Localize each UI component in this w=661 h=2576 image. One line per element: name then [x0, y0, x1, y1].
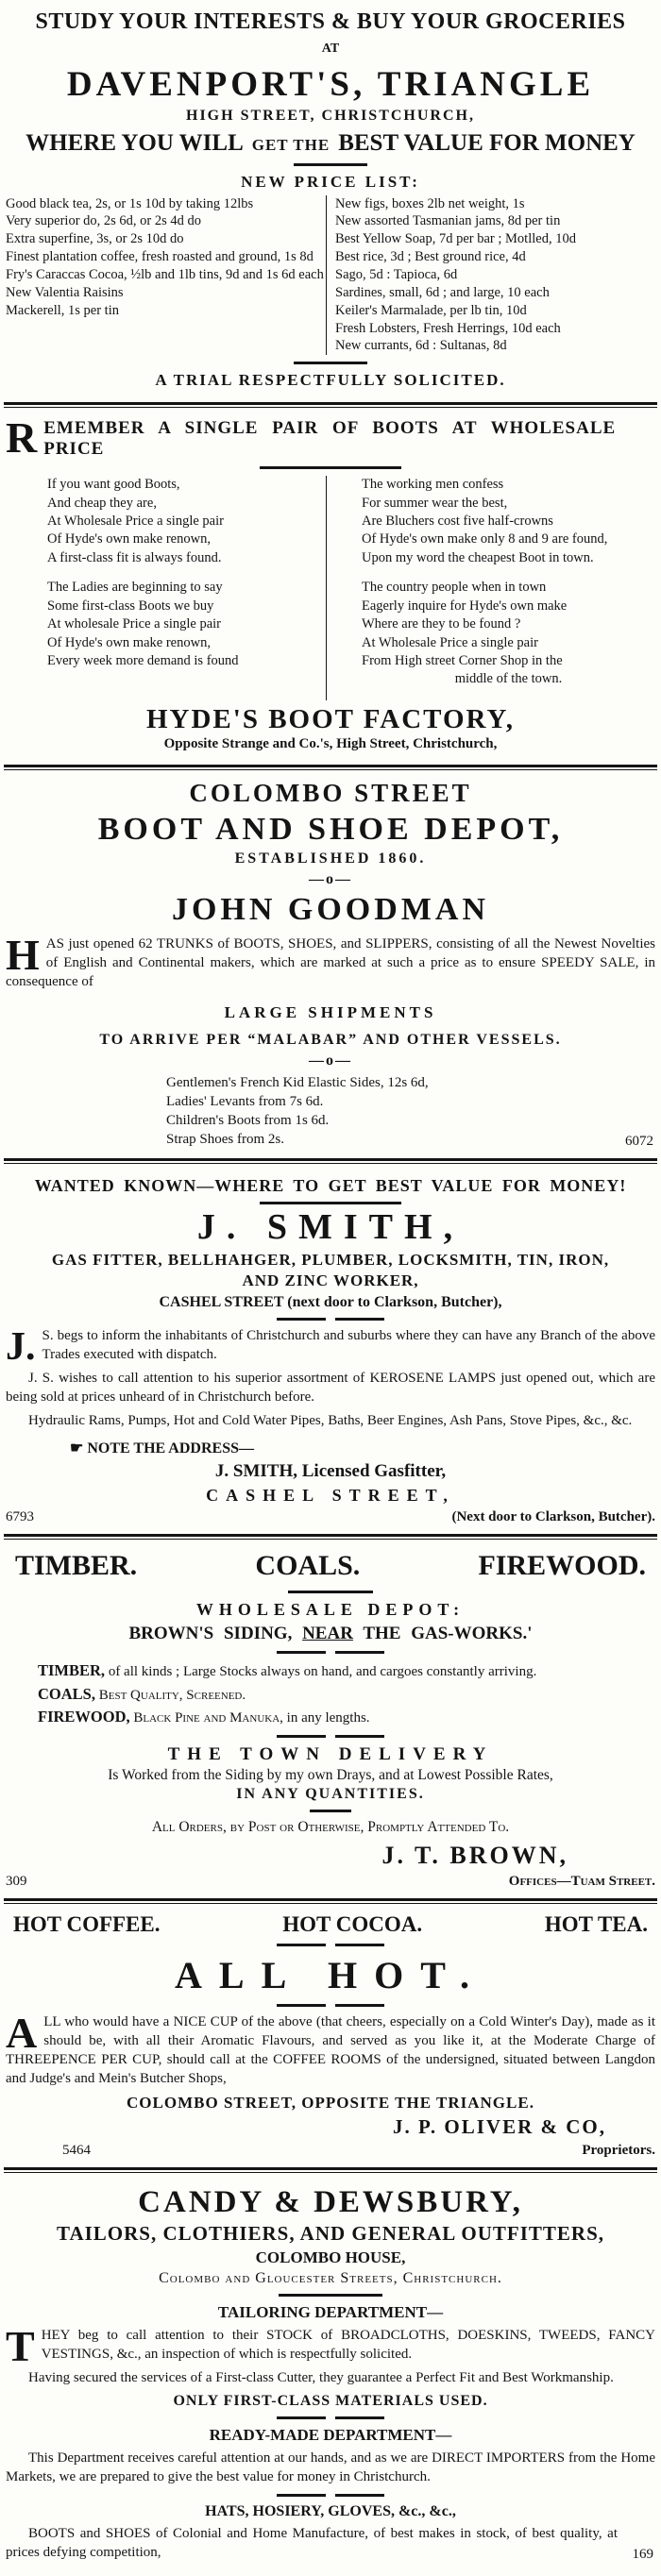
- price-item: Mackerell, 1s per tin: [6, 302, 119, 318]
- tailoring-paragraph: [6, 2322, 655, 2371]
- town-delivery-title: THE TOWN DELIVERY: [167, 1744, 494, 1765]
- price-item: New Valentia Raisins: [6, 284, 124, 300]
- poem-line: And cheap they are,: [47, 495, 157, 511]
- smith-trades-line2: AND ZINC WORKER,: [242, 1271, 419, 1289]
- hyde-factory-address: Opposite Strange and Co.'s, High Street, Christchurch,: [163, 735, 498, 751]
- advert-number: 6793: [6, 1508, 34, 1524]
- goodman-name: JOHN GOODMAN: [171, 891, 490, 927]
- smith-address: CASHEL STREET (next door to Clarkson, Butcher),: [159, 1293, 502, 1310]
- oliver-address: COLOMBO STREET, OPPOSITE THE TRIANGLE.: [127, 2094, 534, 2113]
- divider: [260, 466, 401, 469]
- poem-line: Of Hyde's own make only 8 and 9 are found,: [362, 531, 608, 547]
- poem-line: At Wholesale Price a single pair: [47, 514, 224, 530]
- ad-candy-dewsbury: [4, 2178, 657, 2567]
- price-item: Fry's Caraccas Cocoa, ½lb and 1lb tins, 9d and 1s 6d each: [6, 266, 324, 282]
- ad-j-smith: [4, 1169, 657, 1529]
- section-divider: [4, 1534, 657, 1540]
- poem-line: A first-class fit is always found.: [47, 549, 222, 565]
- brown-siding-line: [6, 1624, 655, 1644]
- headline-coals: COALS.: [255, 1549, 361, 1581]
- poem-line: For summer wear the best,: [362, 495, 508, 511]
- ad-all-hot-coffee-rooms: [4, 1909, 657, 2163]
- goodman-price-items: [6, 1073, 655, 1150]
- poem-line: The country people when in town: [362, 580, 547, 596]
- oliver-signature: J. P. OLIVER & CO,: [393, 2115, 606, 2139]
- divider: [294, 362, 367, 364]
- poem-line: Of Hyde's own make renown,: [47, 531, 211, 547]
- divider: [6, 2004, 655, 2007]
- poem-line: Where are they to be found ?: [362, 616, 521, 632]
- siding-near: NEAR: [302, 1623, 353, 1643]
- smith-name: J. SMITH,: [196, 1206, 465, 1247]
- candy-streets: Colombo and Gloucester Streets, Christchurch.: [159, 2270, 502, 2287]
- siding-post: THE GAS-WORKS.': [352, 1623, 533, 1643]
- brown-headline: [6, 1548, 655, 1584]
- divider: [6, 1651, 655, 1654]
- proprietors-label: Proprietors.: [582, 2143, 655, 2159]
- smith-wanted-line: WANTED KNOWN—WHERE TO GET BEST VALUE FOR MONEY!: [34, 1175, 627, 1195]
- ad-john-goodman: [4, 775, 657, 1153]
- hats-line: HATS, HOSIERY, GLOVES, &c., &c.,: [205, 2502, 456, 2519]
- boots-paragraph: BOOTS and SHOES of Colonial and Home Manufacture, of best makes in stock, of best quality, at prices defying competition,: [6, 2525, 618, 2560]
- poem-line: Of Hyde's own make renown,: [47, 634, 211, 650]
- brown-footer-line: [6, 1874, 655, 1890]
- price-item: Keiler's Marmalade, per lb tin, 10d: [335, 302, 527, 318]
- davenport-name: DAVENPORT'S, TRIANGLE: [66, 64, 595, 104]
- remember-text: EMEMBER A SINGLE PAIR OF BOOTS AT WHOLESALE PRICE: [43, 418, 617, 460]
- davenport-address: HIGH STREET, CHRISTCHURCH,: [186, 107, 475, 124]
- dropcap-r: R: [6, 413, 38, 463]
- smith-paragraph-2: J. S. wishes to call attention to his superior assortment of KEROSENE LAMPS just opened out, which are being sold at prices unheard of in Christchurch before.: [6, 1370, 655, 1405]
- timber-line: [6, 1660, 655, 1682]
- tailoring-dept-title: TAILORING DEPARTMENT—: [217, 2303, 444, 2322]
- quantities-line: IN ANY QUANTITIES.: [236, 1786, 425, 1803]
- divider: [6, 1735, 655, 1738]
- divider: [6, 1944, 655, 1946]
- goodman-paragraph: [6, 930, 655, 992]
- price-item: New figs, boxes 2lb net weight, 1s: [335, 195, 525, 211]
- divider: [294, 163, 367, 166]
- hot-items-line: [6, 1912, 655, 1937]
- value-pre: WHERE YOU WILL: [25, 129, 244, 156]
- section-divider: [4, 765, 657, 770]
- price-item: Fresh Lobsters, Fresh Herrings, 10d each: [335, 320, 561, 336]
- poem-line: Are Bluchers cost five half-crowns: [362, 514, 553, 530]
- poem-stanza: [335, 579, 655, 689]
- price-item: New currants, 6d : Sultanas, 8d: [335, 338, 507, 354]
- price-item: Sago, 5d : Tapioca, 6d: [335, 266, 458, 282]
- price-list-title: NEW PRICE LIST:: [241, 172, 420, 191]
- ad-hydes-boot-factory: [4, 412, 657, 760]
- item-list: [6, 1073, 655, 1150]
- poem-stanza: [335, 476, 655, 567]
- ready-made-paragraph: This Department receives careful attention at our hands, and as we are DIRECT IMPORTERS from the Home Markets, we are prepared to give the best value for money in Christchurch.: [6, 2450, 655, 2484]
- hot-cocoa: HOT COCOA.: [282, 1912, 423, 1937]
- price-item: Finest plantation coffee, fresh roasted and ground, 1s 8d: [6, 249, 314, 265]
- ad-jt-brown-timber: [4, 1544, 657, 1894]
- goodman-paragraph-text: AS just opened 62 TRUNKS of BOOTS, SHOES, and SLIPPERS, consisting of all the Newest Novelties of English and Continental makers, which are marked at such a price as to ensure SPEEDY SALE, in consequence of: [6, 935, 655, 989]
- price-list-left: [6, 195, 326, 356]
- remember-headline: [6, 413, 655, 469]
- tailoring-paragraph-text: HEY beg to call attention to their STOCK of BROADCLOTHS, DOESKINS, TWEEDS, FANCY VESTINGS, &c., an inspection of which is respectfully solicited.: [41, 2328, 655, 2363]
- smith-paragraph-1: [6, 1324, 655, 1369]
- firewood-species: Black Pine and Manuka,: [129, 1710, 283, 1726]
- note-the-address: [70, 1439, 655, 1457]
- poem-line: Every week more demand is found: [47, 652, 239, 668]
- price-list: [6, 195, 655, 356]
- smith-paragraph-3: Hydraulic Rams, Pumps, Hot and Cold Water Pipes, Baths, Beer Engines, Ash Pans, Stove Pipes, &c., &c.: [28, 1412, 633, 1428]
- poem-column-right: [326, 476, 655, 700]
- offices-address: Offices—Tuam Street.: [508, 1874, 655, 1890]
- coals-lead: COALS,: [38, 1684, 95, 1703]
- divider: [6, 2494, 655, 2497]
- goodman-street: COLOMBO STREET: [189, 778, 472, 807]
- timber-lead: TIMBER,: [38, 1660, 106, 1679]
- list-item: Strap Shoes from 2s.: [166, 1132, 284, 1148]
- dropcap-t: T: [6, 2322, 35, 2371]
- goodman-established: ESTABLISHED 1860.: [234, 850, 427, 867]
- price-item: New assorted Tasmanian jams, 8d per tin: [335, 213, 561, 229]
- siding-pre: BROWN'S SIDING,: [128, 1623, 303, 1643]
- divider: [288, 1591, 373, 1593]
- poem-line: Upon my word the cheapest Boot in town.: [362, 549, 594, 565]
- goodman-depot: BOOT AND SHOE DEPOT,: [97, 811, 564, 847]
- firewood-lead: FIREWOOD,: [38, 1708, 130, 1726]
- poem-stanza: [6, 579, 326, 670]
- section-divider: [4, 402, 657, 408]
- list-item: Gentlemen's French Kid Elastic Sides, 12s 6d,: [166, 1074, 429, 1090]
- price-item: Best rice, 3d ; Best ground rice, 4d: [335, 249, 526, 265]
- dropcap-a: A: [6, 2009, 38, 2058]
- smith-trades-line1: GAS FITTER, BELLHAHGER, PLUMBER, LOCKSMITH, TIN, IRON,: [51, 1250, 610, 1269]
- list-item: Children's Boots from 1s 6d.: [166, 1113, 330, 1129]
- cutter-paragraph: Having secured the services of a First-class Cutter, they guarantee a Perfect Fit and Best Workmanship.: [28, 2370, 614, 2385]
- poem-line: If you want good Boots,: [47, 477, 180, 493]
- candy-trades: TAILORS, CLOTHIERS, AND GENERAL OUTFITTERS,: [57, 2222, 604, 2246]
- smith-footer-line: [6, 1509, 655, 1525]
- smith-street: CASHEL STREET,: [206, 1485, 455, 1505]
- hyde-factory-name: HYDE'S BOOT FACTORY,: [145, 703, 516, 734]
- divider: [310, 1810, 351, 1812]
- firewood-rest: in any lengths.: [282, 1710, 370, 1726]
- materials-line: ONLY FIRST-CLASS MATERIALS USED.: [173, 2392, 488, 2409]
- brown-signature: J. T. BROWN,: [381, 1842, 568, 1870]
- brown-depot: WHOLESALE DEPOT:: [195, 1599, 466, 1619]
- headline-firewood: FIREWOOD.: [478, 1549, 646, 1581]
- advert-number: 6072: [625, 1133, 653, 1149]
- poem-line: Eagerly inquire for Hyde's own make: [362, 598, 568, 614]
- note-text: NOTE THE ADDRESS—: [87, 1440, 254, 1456]
- dropcap-j: J.: [6, 1324, 36, 1369]
- oliver-footer-line: [6, 2143, 655, 2159]
- hot-tea: HOT TEA.: [544, 1912, 648, 1937]
- poem-line: Some first-class Boots we buy: [47, 598, 214, 614]
- ad-davenport-groceries: [4, 6, 657, 397]
- divider: [279, 2294, 382, 2297]
- poem-column-left: [6, 476, 326, 700]
- next-door-note: (Next door to Clarkson, Butcher).: [451, 1508, 655, 1524]
- trial-line: A TRIAL RESPECTFULLY SOLICITED.: [155, 371, 506, 390]
- advert-number: 309: [6, 1874, 27, 1890]
- all-hot-title: ALL HOT.: [175, 1954, 486, 1997]
- price-item: Very superior do, 2s 6d, or 2s 4d do: [6, 213, 202, 229]
- davenport-value-line: [6, 130, 655, 157]
- section-divider: [4, 2167, 657, 2173]
- candy-name: CANDY & DEWSBURY,: [138, 2185, 523, 2220]
- price-item: Good black tea, 2s, or 1s 10d by taking 12lbs: [6, 195, 254, 211]
- boot-poems: [6, 476, 655, 700]
- value-mid: GET THE: [251, 135, 330, 154]
- poem-line: middle of the town.: [454, 671, 563, 687]
- delivery-text: Is Worked from the Siding by my own Drays, and at Lowest Possible Rates,: [108, 1767, 553, 1784]
- smith-paragraph-1-text: S. begs to inform the inhabitants of Christchurch and suburbs where they can have any Branch of the above Trades executed with dispatch.: [42, 1327, 655, 1362]
- section-divider: [4, 1158, 657, 1164]
- dropcap-h: H: [6, 930, 40, 979]
- poem-line: At wholesale Price a single pair: [47, 616, 222, 632]
- boots-closing: [6, 2525, 655, 2563]
- advert-number: 169: [632, 2546, 653, 2562]
- orders-line: All Orders, by Post or Otherwise, Promptly Attended To.: [151, 1819, 510, 1836]
- goodman-shipments: LARGE SHIPMENTS: [224, 1002, 437, 1021]
- goodman-arrive: TO ARRIVE PER “MALABAR” AND OTHER VESSELS.: [99, 1031, 562, 1048]
- oliver-paragraph: [6, 2009, 655, 2089]
- value-post: BEST VALUE FOR MONEY: [338, 129, 636, 156]
- poem-line: At Wholesale Price a single pair: [362, 634, 538, 650]
- poem-stanza: [6, 476, 326, 567]
- hot-coffee: HOT COFFEE.: [13, 1912, 161, 1937]
- timber-rest: of all kinds ; Large Stocks always on hand, and cargoes constantly arriving.: [105, 1663, 537, 1679]
- divider: [260, 1202, 401, 1204]
- price-item: Best Yellow Soap, 7d per bar ; Motlled, 10d: [335, 231, 576, 247]
- headline-timber: TIMBER.: [15, 1549, 138, 1581]
- price-item: Extra superfine, 3s, or 2s 10d do: [6, 231, 184, 247]
- pointing-hand-icon: ☛: [70, 1440, 84, 1456]
- divider: [6, 1318, 655, 1321]
- section-divider: [4, 1898, 657, 1904]
- poem-line: From High street Corner Shop in the: [362, 652, 563, 668]
- ready-made-dept-title: READY-MADE DEPARTMENT—: [209, 2425, 452, 2444]
- coals-rest: Best Quality, Screened.: [94, 1687, 246, 1703]
- o-divider: —o—: [309, 1052, 352, 1069]
- o-divider: —o—: [309, 870, 352, 887]
- firewood-line: [6, 1707, 655, 1728]
- oliver-paragraph-text: LL who would have a NICE CUP of the above (that cheers, especially on a Cold Winter's Day), made as it should be, with all their Aromatic Flavours, and served as you like it, at the Moderate Charge of THREEPENCE PER CUP, should call at the COFFEE ROOMS of the undersigned, situated between Langdon and Judge's and Mein's Butcher Shops,: [6, 2014, 655, 2087]
- poem-line: The working men confess: [362, 477, 504, 493]
- davenport-at: AT: [321, 41, 340, 56]
- poem-line: The Ladies are beginning to say: [47, 580, 223, 596]
- price-item: Sardines, small, 6d ; and large, 10 each: [335, 284, 550, 300]
- advert-number: 5464: [62, 2143, 91, 2159]
- coals-line: [6, 1684, 655, 1706]
- smith-signature: J. SMITH, Licensed Gasfitter,: [214, 1460, 447, 1481]
- candy-house: COLOMBO HOUSE,: [255, 2248, 406, 2267]
- list-item: Ladies' Levants from 7s 6d.: [166, 1093, 324, 1109]
- divider: [6, 2416, 655, 2419]
- price-list-right: [326, 195, 655, 356]
- davenport-headline: STUDY YOUR INTERESTS & BUY YOUR GROCERIES: [35, 9, 626, 34]
